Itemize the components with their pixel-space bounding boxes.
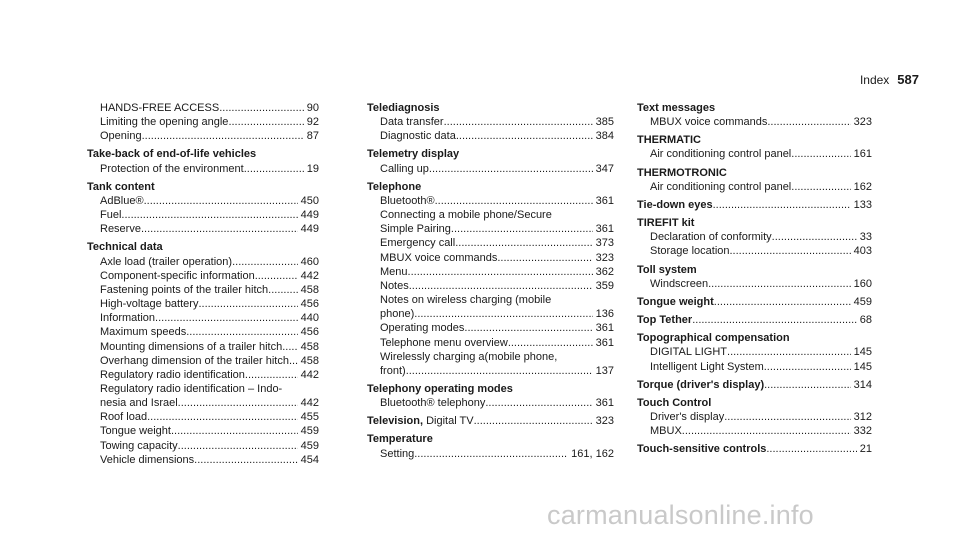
index-subentry[interactable] [367,364,614,378]
index-subentry[interactable] [87,410,319,424]
page-reference[interactable]: 385 [595,116,614,129]
index-subentry[interactable] [367,129,614,143]
index-subentry[interactable] [87,354,319,368]
index-subentry[interactable] [87,129,319,143]
index-heading-text: Tongue weight [637,295,714,308]
index-entry-text: Telephone menu overview [380,336,508,349]
index-heading: Telephony operating modes [367,382,513,395]
dot-leader [178,439,298,453]
page-reference[interactable]: 314 [853,378,872,391]
index-subentry[interactable] [87,222,319,236]
dot-leader [198,297,297,311]
index-subentry[interactable] [87,453,319,467]
index-subentry[interactable] [87,255,319,269]
index-entry-text: Overhang dimension of the trailer hitch [100,354,289,367]
index-heading: THERMATIC [637,134,701,147]
dot-leader [228,115,303,129]
page-reference[interactable]: 137 [595,364,614,377]
index-entry-text: Maximum speeds [100,326,187,339]
page-reference[interactable]: 361 [595,336,614,349]
page-reference[interactable]: 403 [853,245,872,258]
index-entry-text: Intelligent Light System [650,360,764,373]
index-subentry[interactable] [367,336,614,350]
page-reference[interactable]: 384 [595,130,614,143]
index-entry-text: Limiting the opening angle [100,116,229,129]
index-heading: Topographical compensation [637,332,790,345]
index-entry-text: High-voltage battery [100,298,199,311]
page-reference[interactable]: 442 [300,269,319,282]
index-entry-text: Calling up [380,162,429,175]
dot-leader [464,321,592,335]
index-heading-entry[interactable] [637,442,872,456]
index-subentry[interactable] [637,345,872,359]
dot-leader [730,244,851,258]
dot-leader [232,255,298,269]
index-entry-text: Windscreen [650,277,709,290]
dot-leader [178,396,298,410]
dot-leader [244,162,304,176]
index-entry-text: Bluetooth® telephony [380,397,486,410]
dot-leader [456,129,593,143]
index-heading: THERMOTRONIC [637,166,727,179]
page-reference[interactable]: 87 [306,130,319,143]
index-heading-text: Tie-down eyes [637,198,713,211]
index-subentry[interactable] [637,180,872,194]
index-entry-text: Vehicle dimensions [100,453,195,466]
dot-leader [171,424,298,438]
index-heading [367,414,474,428]
page-reference[interactable]: 136 [595,308,614,321]
index-subentry[interactable] [367,236,614,250]
dot-leader [155,311,298,325]
index-entry-text: Towing capacity [100,439,178,452]
index-subentry[interactable] [637,424,872,438]
page-reference[interactable]: 442 [300,368,319,381]
index-subentry[interactable] [637,277,872,291]
dot-leader [219,101,304,115]
page-reference[interactable]: 440 [300,312,319,325]
page-reference[interactable]: 162 [853,180,872,193]
index-subentry[interactable] [637,147,872,161]
dot-leader [142,129,304,143]
index-subentry[interactable] [87,396,319,410]
index-heading-entry[interactable] [637,378,872,392]
index-entry-text: Bluetooth® [380,194,435,207]
page-reference[interactable]: 442 [300,397,319,410]
dot-leader [497,251,592,265]
index-heading-entry[interactable] [637,198,872,212]
page-reference[interactable]: 323 [853,116,872,129]
index-heading-text: Touch-sensitive controls [637,443,767,456]
page-reference[interactable]: 460 [300,255,319,268]
index-entry-text: Declaration of conformity [650,231,772,244]
index-heading: Toll system [637,263,697,276]
index-heading: Telephone [367,180,422,193]
dot-leader [255,269,298,283]
index-entry-text: Roof load [100,411,148,424]
index-heading: Telediagnosis [367,102,440,114]
index-subentry[interactable] [87,368,319,382]
dot-leader [435,194,593,208]
index-entry-text: Simple Pairing [380,223,451,236]
index-heading-text: Television, [367,415,424,428]
index-entry-text: Mounting dimensions of a trailer hitch [100,340,283,353]
dot-leader [474,414,593,428]
page-reference[interactable]: 361 [595,397,614,410]
index-heading: Text messages [637,102,716,114]
index-subentry[interactable] [367,396,614,410]
index-subentry-line: Notes on wireless charging (mobile [380,294,552,307]
dot-leader [708,277,851,291]
page-reference[interactable]: 90 [306,102,319,114]
index-entry-text: Information [100,312,156,325]
page-reference[interactable]: 145 [853,346,872,359]
index-subentry[interactable] [637,244,872,258]
page-reference[interactable]: 455 [300,411,319,424]
page-reference[interactable]: 323 [595,251,614,264]
index-subentry[interactable] [367,447,614,461]
index-subentry[interactable] [87,283,319,297]
index-entry-text: phone) [380,308,415,321]
page-reference[interactable]: 373 [595,237,614,250]
page-reference[interactable]: 362 [595,265,614,278]
dot-leader [767,115,850,129]
index-heading [637,378,764,392]
dot-leader [409,279,593,293]
index-subentry[interactable] [87,269,319,283]
page-number: 587 [897,72,919,87]
index-column-1 [87,101,319,467]
dot-leader [791,180,850,194]
dot-leader [194,453,297,467]
index-entry-text: Storage location [650,245,730,258]
index-subentry[interactable] [367,279,614,293]
page-reference[interactable]: 145 [853,360,872,373]
index-subentry[interactable] [87,208,319,222]
index-entry-text: Fuel [100,209,122,222]
index-entry-text: Setting [380,447,415,460]
page-reference[interactable]: 361 [595,194,614,207]
index-heading-entry[interactable] [637,313,872,327]
index-subentry[interactable] [87,162,319,176]
index-subentry[interactable] [87,297,319,311]
page-reference[interactable]: 454 [300,453,319,466]
index-heading-entry[interactable] [367,414,614,428]
dot-leader [682,424,851,438]
index-subentry[interactable] [367,222,614,236]
index-subentry[interactable] [367,307,614,321]
index-subentry[interactable] [367,194,614,208]
dot-leader [766,442,856,456]
index-heading: TIREFIT kit [637,217,695,230]
index-subentry-line: Regulatory radio identification – Indo- [100,382,283,395]
page-reference[interactable]: 21 [859,443,872,456]
page-reference[interactable]: 68 [859,314,872,327]
dot-leader [144,194,298,208]
dot-leader [429,162,593,176]
index-heading-entry[interactable] [637,295,872,309]
index-subentry[interactable] [87,439,319,453]
index-entry-text: Air conditioning control panel [650,148,792,161]
page-reference[interactable]: 133 [853,198,872,211]
dot-leader [724,410,850,424]
index-subentry[interactable] [637,410,872,424]
index-heading [637,295,714,309]
index-subentry[interactable] [87,325,319,339]
index-entry-text: Driver's display [650,410,725,423]
page-reference[interactable]: 459 [300,425,319,438]
dot-leader [772,230,857,244]
index-entry-text: HANDS-FREE ACCESS [100,102,220,114]
index-subentry[interactable] [87,115,319,129]
index-subentry[interactable] [367,162,614,176]
page-reference[interactable]: 449 [300,209,319,222]
dot-leader [455,236,592,250]
dot-leader [414,447,568,461]
page-reference[interactable]: 92 [306,116,319,129]
index-entry-text: Reserve [100,223,141,236]
index-subentry[interactable] [87,311,319,325]
index-subentry[interactable] [367,251,614,265]
index-entry-text: nesia and Israel [100,397,178,410]
index-column-2 [367,101,614,461]
dot-leader [714,295,851,309]
watermark: carmanualsonline.info [547,500,814,530]
dot-leader [282,340,297,354]
page-header [860,72,919,87]
page-reference[interactable]: 359 [595,279,614,292]
dot-leader [692,313,857,327]
page-reference[interactable]: 458 [300,354,319,367]
index-heading [637,198,713,212]
index-heading: Temperature [367,433,433,446]
index-subentry[interactable] [367,265,614,279]
index-subentry[interactable] [637,115,872,129]
index-subentry[interactable] [87,194,319,208]
index-entry-text: Data transfer [380,116,444,129]
dot-leader [508,336,593,350]
index-entry-text: front) [380,364,406,377]
index-entry-text: DIGITAL LIGHT [650,346,728,359]
page-reference[interactable]: 459 [853,295,872,308]
dot-leader [713,198,851,212]
page-reference[interactable]: 456 [300,326,319,339]
index-subentry[interactable] [637,230,872,244]
dot-leader [141,222,298,236]
dot-leader [764,378,851,392]
dot-leader [764,360,851,374]
index-entry-text: Operating modes [380,322,465,335]
dot-leader [444,115,593,129]
index-entry-text: Opening [100,130,142,143]
index-entry-text: Fastening points of the trailer hitch [100,283,269,296]
index-column-3 [637,101,872,456]
index-entry-text: MBUX voice commands [380,251,498,264]
index-heading: Take-back of end-of-life vehicles [87,148,257,161]
index-subentry-line: Wirelessly charging a(mobile phone, [380,350,558,363]
page-reference[interactable]: 33 [859,231,872,244]
index-subentry[interactable] [87,340,319,354]
index-subentry[interactable] [87,101,319,115]
index-entry-text: Protection of the environment [100,162,244,175]
page-reference[interactable]: 323 [595,415,614,428]
index-heading [637,442,766,456]
page-reference[interactable]: 161 [853,148,872,161]
index-heading: Technical data [87,241,163,254]
index-entry-text: Emergency call [380,237,456,250]
index-heading [637,313,692,327]
dot-leader [485,396,592,410]
index-heading: Touch Control [637,396,712,409]
dot-leader [121,208,297,222]
index-heading-text: Top Tether [637,314,693,327]
index-entry-text: AdBlue® [100,194,144,207]
page-reference[interactable]: 361 [595,223,614,236]
page-reference[interactable]: 361 [595,322,614,335]
dot-leader [408,265,593,279]
page-reference[interactable]: 160 [853,277,872,290]
page-reference[interactable]: 347 [595,162,614,175]
page-reference[interactable]: 19 [306,162,319,175]
dot-leader [791,147,850,161]
page-reference[interactable]: 312 [853,410,872,423]
index-entry-text: Component-specific information [100,269,255,282]
index-heading: Tank content [87,180,155,193]
index-subentry[interactable] [367,115,614,129]
index-entry-text: Notes [380,279,409,292]
index-entry-text: Diagnostic data [380,130,456,143]
index-heading-rest: Digital TV [423,415,474,428]
dot-leader [268,283,297,297]
dot-leader [289,354,298,368]
dot-leader [245,368,298,382]
index-entry-text: MBUX voice commands [650,116,768,129]
index-entry-text: Regulatory radio identification [100,368,245,381]
index-heading: Telemetry display [367,148,460,161]
page-reference[interactable]: 458 [300,283,319,296]
page-reference[interactable]: 458 [300,340,319,353]
index-entry-text: Axle load (trailer operation) [100,255,233,268]
page-reference[interactable]: 449 [300,223,319,236]
index-entry-text: MBUX [650,425,682,438]
dot-leader [414,307,592,321]
index-subentry[interactable] [367,321,614,335]
page-reference[interactable]: 332 [853,425,872,438]
dot-leader [727,345,851,359]
page-reference[interactable]: 161, 162 [571,447,614,460]
index-heading-text: Torque (driver's display) [637,378,765,391]
header-label: Index [859,73,890,87]
dot-leader [451,222,593,236]
index-entry-text: Air conditioning control panel [650,180,792,193]
index-subentry[interactable] [87,424,319,438]
index-entry-text: Menu [380,265,408,278]
dot-leader [186,325,297,339]
index-subentry[interactable] [637,360,872,374]
index-entry-text: Tongue weight [100,425,171,438]
index-subentry-line: Connecting a mobile phone/Secure [380,209,552,222]
page-reference[interactable]: 456 [300,298,319,311]
dot-leader [406,364,593,378]
page-reference[interactable]: 450 [300,194,319,207]
dot-leader [147,410,298,424]
page-reference[interactable]: 459 [300,439,319,452]
